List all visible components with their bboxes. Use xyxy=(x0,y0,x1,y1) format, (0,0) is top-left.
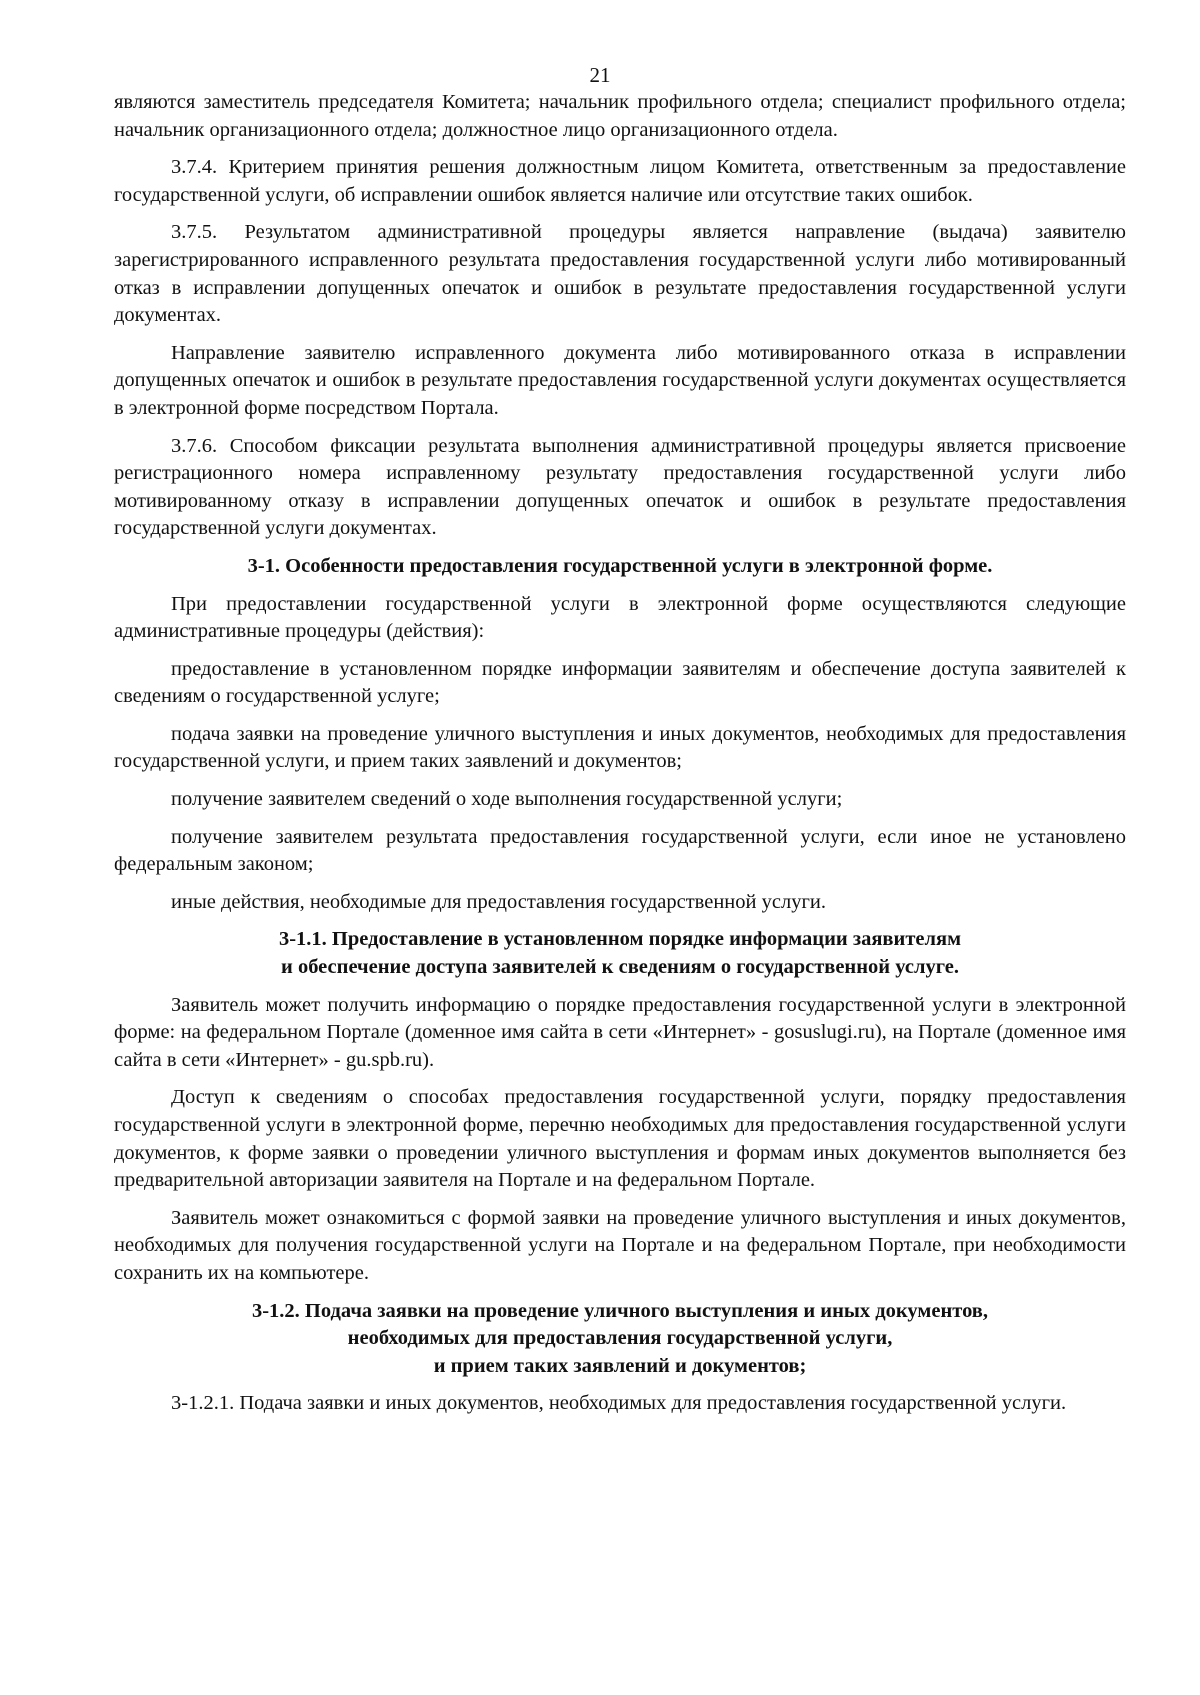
paragraph: получение заявителем сведений о ходе выполнения государственной услуги; xyxy=(171,788,843,811)
subsection-heading xyxy=(114,1298,1126,1381)
subsection-heading-line: 3-1.1. Предоставление в установленном порядке информации заявителям xyxy=(278,928,962,951)
paragraph: подача заявки на проведение уличного выступления и иных документов, необходимых для предоставления государственной услуги, и прием таких заявлений и документов; xyxy=(114,722,1126,773)
paragraph: являются заместитель председателя Комитета; начальник профильного отдела; специалист профильного отдела; начальник организационного отдела; должностное лицо организационного отдела. xyxy=(114,91,1126,141)
subsection-heading-line: необходимых для предоставления государственной услуги, xyxy=(347,1327,893,1350)
paragraph: 3.7.6. Способом фиксации результата выполнения административной процедуры является присвоение регистрационного номера исправленному результату предоставления государственной услуги либо мотивированному отказу в исправлении допущенных опечаток и ошибок в результате предоставления государственной услуги документах. xyxy=(114,434,1126,540)
page-number: 21 xyxy=(589,63,611,87)
paragraph: Заявитель может получить информацию о порядке предоставления государственной услуги в электронной форме: на федеральном Портале (доменное имя сайта в сети «Интернет» - gosuslugi.ru), на Портале (доменное имя сайта в сети «Интернет» - gu.spb.ru). xyxy=(114,993,1126,1071)
paragraph: предоставление в установленном порядке информации заявителям и обеспечение доступа заявителей к сведениям о государственной услуге; xyxy=(114,657,1126,708)
paragraph: 3.7.4. Критерием принятия решения должностным лицом Комитета, ответственным за предоставление государственной услуги, об исправлении ошибок является наличие или отсутствие таких ошибок. xyxy=(114,156,1126,206)
document-body xyxy=(114,89,1126,1428)
subsection-heading-line: и прием таких заявлений и документов; xyxy=(433,1354,807,1377)
paragraph: 3.7.5. Результатом административной процедуры является направление (выдача) заявителю зарегистрированного исправленного результата предоставления государственной услуги либо мотивированный отказ в исправлении допущенных опечаток и ошибок в результате предоставления государственной услуги документах. xyxy=(114,221,1126,327)
paragraph: Направление заявителю исправленного документа либо мотивированного отказа в исправлении допущенных опечаток и ошибок в результате предоставления государственной услуги документах осуществляется в электронной форме посредством Портала. xyxy=(114,341,1126,419)
paragraph: При предоставлении государственной услуги в электронной форме осуществляются следующие административные процедуры (действия): xyxy=(114,592,1126,643)
section-heading-line: 3-1. Особенности предоставления государственной услуги в электронной форме. xyxy=(247,554,993,577)
paragraph: иные действия, необходимые для предоставления государственной услуги. xyxy=(171,890,826,913)
paragraph: получение заявителем результата предоставления государственной услуги, если иное не установлено федеральным законом; xyxy=(114,825,1126,876)
subsection-heading xyxy=(114,926,1126,981)
paragraph: Доступ к сведениям о способах предоставления государственной услуги, порядку предоставления государственной услуги в электронной форме, перечню необходимых для предоставления государственной услуги документов, к форме заявки о проведении уличного выступления и формам иных документов выполняется без предварительной авторизации заявителя на Портале и на федеральном Портале. xyxy=(114,1086,1126,1192)
paragraph: 3-1.2.1. Подача заявки и иных документов, необходимых для предоставления государственной услуги. xyxy=(171,1392,1067,1415)
subsection-heading-line: 3-1.2. Подача заявки на проведение уличного выступления и иных документов, xyxy=(251,1299,989,1322)
paragraph: Заявитель может ознакомиться с формой заявки на проведение уличного выступления и иных документов, необходимых для получения государственной услуги на Портале и на федеральном Портале, при необходимости сохранить их на компьютере. xyxy=(114,1206,1126,1284)
subsection-heading-line: и обеспечение доступа заявителей к сведениям о государственной услуге. xyxy=(281,956,959,979)
section-heading xyxy=(114,553,1126,581)
